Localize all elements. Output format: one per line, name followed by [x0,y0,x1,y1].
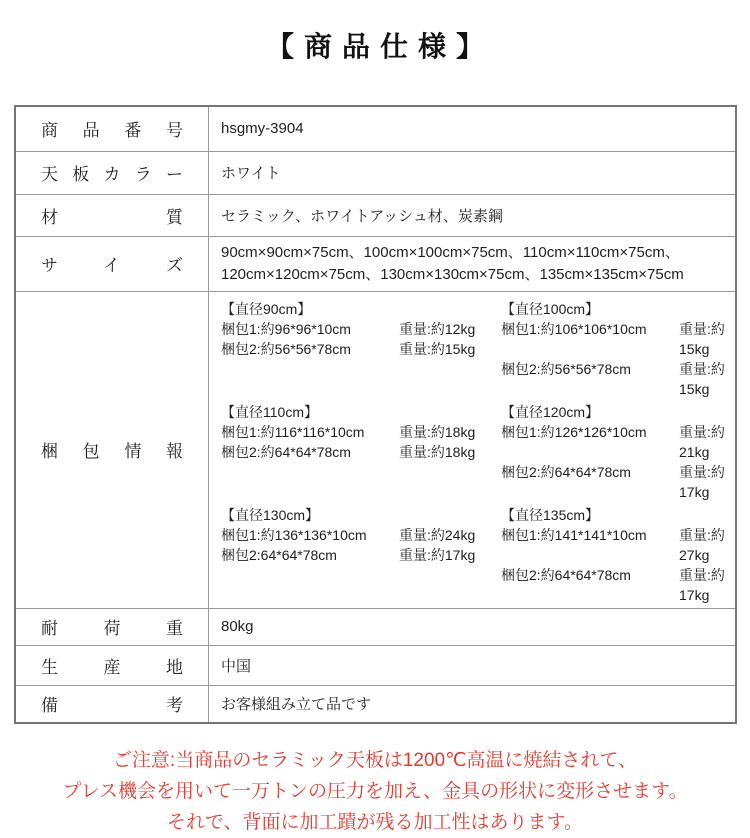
packing-size: 梱包1:約136*136*10cm [221,526,367,543]
row-packing-info-label-cell [15,291,209,608]
packing-weight: 重量:約12kg [399,320,476,337]
row-label: 材質 [41,207,183,227]
packing-weight: 重量:約17kg [679,566,725,603]
packing-size: 梱包2:約56*56*78cm [501,360,631,377]
packing-group-header: 【直径90cm】 [221,300,312,317]
caution-notice [0,745,750,838]
row-load-capacity-label-cell [15,608,209,645]
packing-group-100cm [501,299,735,399]
packing-line [221,525,501,545]
packing-size: 梱包1:約106*106*10cm [501,320,647,337]
row-product-number [15,106,736,151]
product-number-value: hsgmy-3904 [209,106,737,151]
row-remarks-label-cell [15,685,209,723]
packing-weight: 重量:約24kg [399,526,476,543]
row-production-place-label-cell [15,645,209,685]
row-label: 耐荷重 [41,619,183,638]
packing-size: 梱包1:約126*126*10cm [501,423,647,440]
packing-line [221,422,501,442]
packing-size: 梱包1:約141*141*10cm [501,526,647,543]
packing-line [221,339,501,359]
row-label: サイズ [41,256,183,275]
row-top-color [15,151,736,194]
row-load-capacity [15,608,736,645]
packing-line [501,422,735,462]
packing-size: 梱包2:64*64*78cm [221,546,337,563]
row-material [15,194,736,236]
packing-line [501,319,735,359]
row-label: 梱包情報 [41,442,183,461]
row-label: 商品番号 [41,121,183,141]
packing-group-110cm [221,402,501,502]
top-color-value: ホワイト [209,151,737,194]
packing-size: 梱包2:約64*64*78cm [501,566,631,583]
row-production-place [15,645,736,685]
size-line-1: 90cm×90cm×75cm、100cm×100cm×75cm、110cm×110cm×75cm、 [221,243,680,261]
caution-line-1: ご注意:当商品のセラミック天板は1200℃高温に焼結されて、 [112,750,638,771]
packing-weight: 重量:約17kg [399,546,476,563]
packing-group-header: 【直径135cm】 [501,506,600,523]
packing-line [221,319,501,339]
packing-weight: 重量:約18kg [399,443,476,460]
row-label: 生産地 [41,657,183,677]
row-packing-info [15,291,736,608]
packing-weight: 重量:約17kg [679,463,725,500]
row-product-number-label-cell [15,106,209,151]
packing-groups [221,299,735,608]
packing-line [221,545,501,565]
packing-group-90cm [221,299,501,399]
packing-size: 梱包1:約96*96*10cm [221,320,351,337]
packing-weight: 重量:約21kg [679,423,725,460]
packing-size: 梱包2:約56*56*78cm [221,340,351,357]
packing-group-120cm [501,402,735,502]
packing-weight: 重量:約15kg [679,360,725,397]
row-top-color-label-cell [15,151,209,194]
caution-line-3: それで、背面に加工蹟が残る加工性はあります。 [166,812,584,833]
packing-weight: 重量:約18kg [399,423,476,440]
packing-line [501,462,735,502]
row-size [15,236,736,291]
packing-group-header: 【直径120cm】 [501,403,600,420]
packing-weight: 重量:約15kg [679,320,725,357]
packing-group-130cm [221,505,501,605]
page-title: 【商品仕様】 [265,31,494,62]
row-size-label-cell [15,236,209,291]
production-place-value: 中国 [209,645,737,685]
packing-line [501,565,735,605]
packing-line [221,442,501,462]
row-remarks [15,685,736,723]
material-value: セラミック、ホワイトアッシュ材、炭素鋼 [209,194,737,236]
spec-table [14,105,737,724]
size-value [209,236,737,291]
packing-size: 梱包2:約64*64*78cm [501,463,631,480]
packing-weight: 重量:約27kg [679,526,725,563]
packing-group-header: 【直径110cm】 [221,403,318,420]
packing-size: 梱包2:約64*64*78cm [221,443,351,460]
product-spec-page [0,27,750,833]
row-label: 天板カラー [41,165,183,184]
packing-group-header: 【直径100cm】 [501,300,600,317]
row-material-label-cell [15,194,209,236]
caution-line-2: プレス機会を用いて一万トンの圧力を加え、金具の形状に変形させます。 [62,781,688,802]
remarks-value: お客様組み立て品です [209,685,737,723]
row-label: 備考 [41,696,183,716]
size-line-2: 120cm×120cm×75cm、130cm×130cm×75cm、135cm×135cm×75cm [221,265,684,283]
packing-group-header: 【直径130cm】 [221,506,320,523]
packing-info-value [209,291,737,608]
packing-line [501,525,735,565]
size-lines [221,242,727,286]
packing-group-135cm [501,505,735,605]
packing-weight: 重量:約15kg [399,340,476,357]
load-capacity-value: 80kg [209,608,737,645]
packing-size: 梱包1:約116*116*10cm [221,423,365,440]
packing-line [501,359,735,399]
